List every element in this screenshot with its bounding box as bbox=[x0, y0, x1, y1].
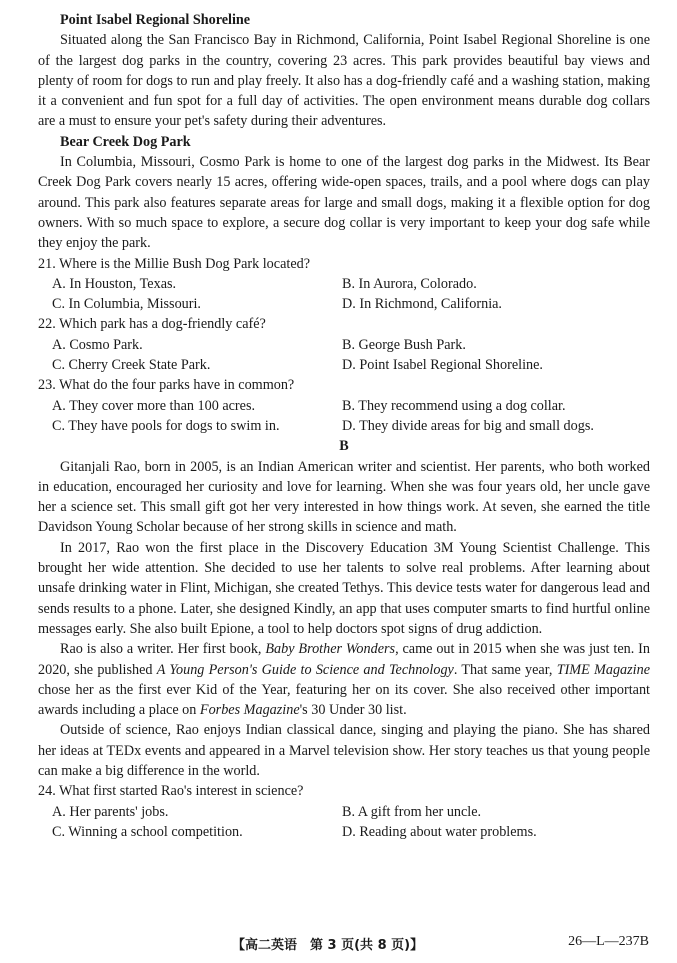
park-description: Situated along the San Francisco Bay in Richmond, California, Point Isabel Regional Shoreline is one of the largest dog parks in the country, covering 23 acres. This park provides beautiful bay views and plenty of room for dogs to run and play freely. It also has a dog-friendly café and a washing station, making it a convenient and fun spot for a full day of activities. The open environment means durable dog collars are a must to ensure your pet's safety during their adventures. bbox=[38, 32, 650, 130]
question-21 bbox=[38, 254, 650, 315]
option-b: B. They recommend using a dog collar. bbox=[342, 397, 566, 414]
option-c: C. Winning a school competition. bbox=[52, 823, 243, 840]
passage-b-paragraph: Gitanjali Rao, born in 2005, is an Indian American writer and scientist. Her parents, who both worked in education, encouraged her curiosity and love for learning. When she was four years old, her uncle gave her a science set. This small gift got her very interested in how things work. At seven, she earned the title Davidson Young Scholar because of her strong skills in science and math. bbox=[38, 458, 650, 536]
option-c: C. They have pools for dogs to swim in. bbox=[52, 417, 280, 434]
paper-code: 26—L—237B bbox=[568, 934, 649, 949]
option-a: A. They cover more than 100 acres. bbox=[52, 397, 256, 414]
question-stem: 21. Where is the Millie Bush Dog Park located? bbox=[38, 255, 311, 272]
question-24 bbox=[38, 781, 650, 842]
text-run: . That same year, bbox=[453, 661, 557, 678]
passage-b-paragraph: In 2017, Rao won the first place in the Discovery Education 3M Young Scientist Challenge. This brought her wide attention. She decided to use her talents to solve real problems. After learning about unsafe drinking water in Flint, Michigan, she created Tethys. This device tests water for dangerous lead and sends results to a phone. Later, she designed Kindly, an app that uses computer smarts to find hurtful online messages early. She also built Epione, a tool to help doctors spot signs of drug addiction. bbox=[38, 539, 650, 637]
park-heading: Bear Creek Dog Park bbox=[60, 133, 191, 150]
question-stem: 23. What do the four parks have in common? bbox=[38, 377, 295, 394]
page-footer bbox=[0, 932, 677, 954]
passage-b-paragraph: Outside of science, Rao enjoys Indian classical dance, singing and playing the piano. She has shared her ideas at TEDx events and appeared in a Marvel television show. Her story teaches us that young people can make a big difference in the world. bbox=[38, 722, 650, 779]
option-a: A. Her parents' jobs. bbox=[52, 803, 169, 820]
book-title: Baby Brother Wonders bbox=[265, 641, 396, 658]
question-stem: 24. What first started Rao's interest in science? bbox=[38, 783, 304, 800]
option-d: D. Reading about water problems. bbox=[342, 823, 537, 840]
text-run: 's 30 Under 30 list. bbox=[299, 702, 407, 719]
park-description: In Columbia, Missouri, Cosmo Park is home to one of the largest dog parks in the Midwest. Its Bear Creek Dog Park covers nearly 15 acres, offering wide-open spaces, trails, and a pool where dogs can play around. This park also features separate areas for large and small dogs, making it a flexible option for dog owners. With so much space to explore, a secure dog collar is very important to keep your dog safe while they enjoy the park. bbox=[38, 154, 650, 252]
section-label: B bbox=[339, 438, 349, 455]
option-c: C. Cherry Creek State Park. bbox=[52, 357, 211, 374]
passage-b-paragraph bbox=[38, 639, 650, 720]
option-b: B. In Aurora, Colorado. bbox=[342, 275, 477, 292]
text-run: Rao is also a writer. Her first book, bbox=[60, 641, 266, 658]
answer-options bbox=[38, 396, 650, 437]
option-a: A. Cosmo Park. bbox=[52, 336, 143, 353]
option-d: D. Point Isabel Regional Shoreline. bbox=[342, 357, 543, 374]
text-run: chose her as the first ever Kid of the Year, featuring her on its cover. She also received other important awards including a place on bbox=[38, 681, 650, 719]
answer-options bbox=[38, 802, 650, 843]
option-a: A. In Houston, Texas. bbox=[52, 275, 177, 292]
magazine-title: Forbes Magazine bbox=[199, 702, 300, 719]
text-run: , came out in 2015 when she was just ten. In 2020, she published bbox=[38, 641, 650, 678]
page-number-label: 【高二英语 第 3 页(共 8 页)】 bbox=[232, 938, 424, 953]
answer-options bbox=[38, 274, 650, 315]
book-title: A Young Person's Guide to Science and Technology bbox=[156, 661, 454, 678]
option-b: B. George Bush Park. bbox=[342, 336, 466, 353]
question-22 bbox=[38, 314, 650, 375]
option-c: C. In Columbia, Missouri. bbox=[52, 296, 201, 313]
option-b: B. A gift from her uncle. bbox=[342, 803, 482, 820]
magazine-title: TIME Magazine bbox=[556, 661, 650, 678]
question-stem: 22. Which park has a dog-friendly café? bbox=[38, 316, 266, 333]
passage-a-continued bbox=[38, 10, 650, 842]
park-heading: Point Isabel Regional Shoreline bbox=[60, 12, 251, 28]
question-23 bbox=[38, 375, 650, 436]
option-d: D. In Richmond, California. bbox=[342, 296, 502, 313]
answer-options bbox=[38, 335, 650, 376]
option-d: D. They divide areas for big and small dogs. bbox=[342, 417, 594, 434]
